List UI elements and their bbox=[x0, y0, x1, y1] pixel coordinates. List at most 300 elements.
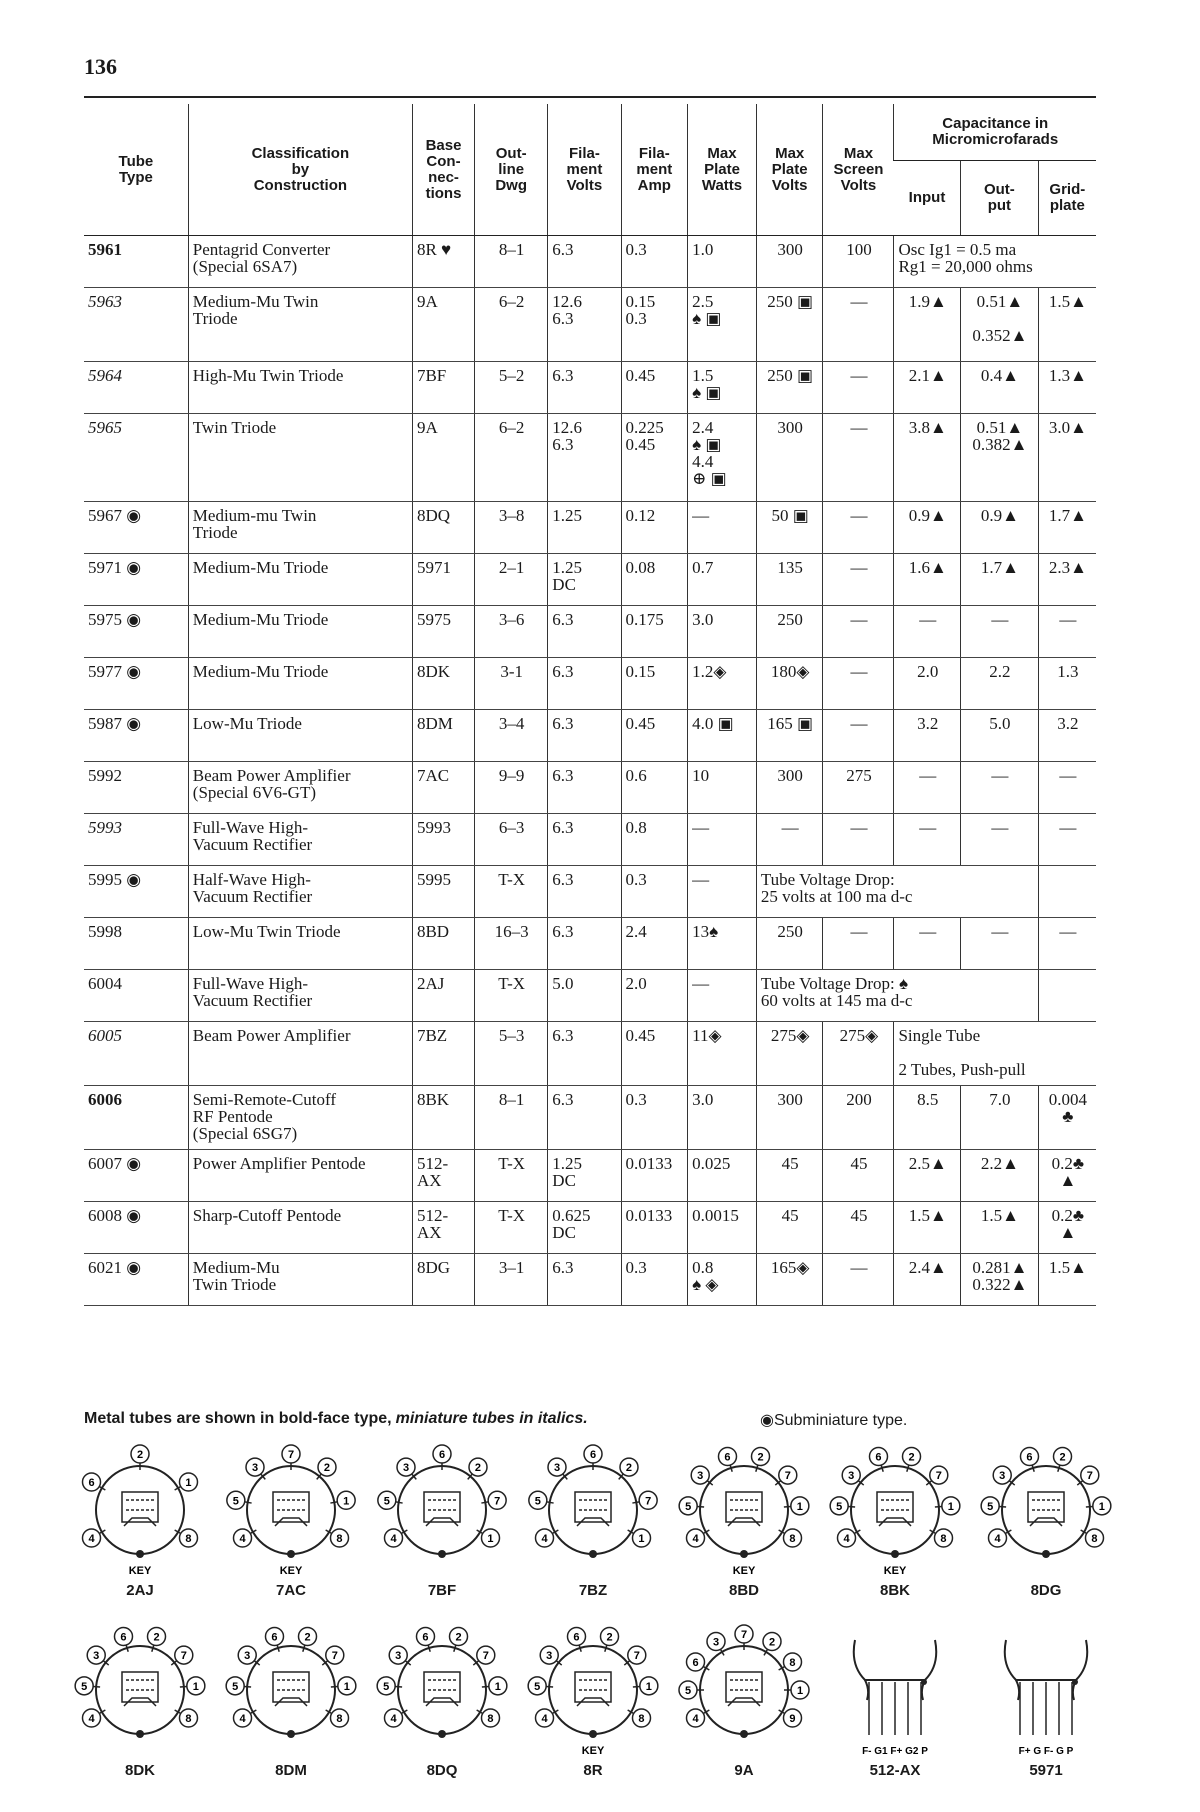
base-diagram-label: 8DM bbox=[275, 1762, 307, 1779]
cell-screen-volts: 200 bbox=[823, 1086, 894, 1150]
cell-tube-type: 6021 ◉ bbox=[84, 1254, 188, 1306]
cell-filament-amp: 0.0133 bbox=[621, 1150, 688, 1202]
cell-cap-output: 0.4▲ bbox=[961, 362, 1039, 414]
pin-number: 1 bbox=[1098, 1500, 1105, 1513]
cell-cap-input: 0.9▲ bbox=[894, 502, 961, 554]
cell-screen-volts: — bbox=[823, 554, 894, 606]
pin-number: 6 bbox=[88, 1477, 95, 1489]
base-diagram bbox=[221, 1620, 361, 1790]
cell-base: 8DM bbox=[412, 710, 474, 762]
pin-number: 1 bbox=[796, 1500, 803, 1513]
base-diagram bbox=[372, 1440, 512, 1610]
base-diagram-drawing bbox=[674, 1440, 814, 1580]
pin-number: 8 bbox=[185, 1533, 192, 1545]
key-marker bbox=[740, 1730, 748, 1738]
cell-filament-volts: 12.6 6.3 bbox=[548, 288, 621, 362]
cell-filament-amp: 0.225 0.45 bbox=[621, 414, 688, 502]
table-row bbox=[84, 918, 1096, 970]
cell-plate-volts: 165 ▣ bbox=[756, 710, 823, 762]
pin-number: 1 bbox=[494, 1680, 501, 1693]
table-row bbox=[84, 288, 1096, 362]
cell-plate-watts: — bbox=[688, 866, 757, 918]
pin-number: 2 bbox=[908, 1451, 915, 1464]
base-outline-circle bbox=[700, 1646, 788, 1734]
cell-filament-amp: 0.3 bbox=[621, 236, 688, 288]
cell-plate-watts: 0.0015 bbox=[688, 1202, 757, 1254]
cell-filament-volts: 6.3 bbox=[548, 866, 621, 918]
cell-plate-watts: — bbox=[688, 814, 757, 866]
cell-outline: 3–1 bbox=[475, 1254, 548, 1306]
header-capacitance: Capacitance in Micromicrofarads bbox=[894, 104, 1096, 161]
cell-filament-amp: 0.175 bbox=[621, 606, 688, 658]
pin-number: 3 bbox=[697, 1470, 704, 1483]
base-outline-circle bbox=[398, 1466, 486, 1554]
cell-screen-volts: — bbox=[823, 918, 894, 970]
table-row bbox=[84, 1022, 1096, 1086]
cell-filament-volts: 5.0 bbox=[548, 970, 621, 1022]
cell-screen-volts: 45 bbox=[823, 1150, 894, 1202]
cell-cap-output: 5.0 bbox=[961, 710, 1039, 762]
cell-plate-watts: 4.0 ▣ bbox=[688, 710, 757, 762]
cell-base: 9A bbox=[412, 288, 474, 362]
cell-filament-volts: 6.3 bbox=[548, 362, 621, 414]
cell-filament-amp: 0.8 bbox=[621, 814, 688, 866]
cell-base: 5995 bbox=[412, 866, 474, 918]
cell-cap-grid-plate: — bbox=[1038, 918, 1096, 970]
pin-number: 7 bbox=[331, 1650, 338, 1663]
cell-cap-output: 2.2▲ bbox=[961, 1150, 1039, 1202]
cell-cap-output: — bbox=[961, 606, 1039, 658]
page-number: 136 bbox=[84, 54, 117, 79]
cell-plate-volts: 250 bbox=[756, 606, 823, 658]
cell-cap-grid-plate: 1.7▲ bbox=[1038, 502, 1096, 554]
base-diagram bbox=[523, 1440, 663, 1610]
cell-outline: 5–2 bbox=[475, 362, 548, 414]
cell-cap-grid-plate: 3.2 bbox=[1038, 710, 1096, 762]
base-diagram bbox=[674, 1620, 814, 1790]
cell-plate-volts: 300 bbox=[756, 1086, 823, 1150]
cell-classification: Beam Power Amplifier bbox=[188, 1022, 412, 1086]
cell-classification: Medium-Mu Twin Triode bbox=[188, 1254, 412, 1306]
table-row bbox=[84, 502, 1096, 554]
pin-number: 2 bbox=[455, 1631, 462, 1644]
cell-cap-output: 1.5▲ bbox=[961, 1202, 1039, 1254]
cell-cap-grid-plate: 3.0▲ bbox=[1038, 414, 1096, 502]
tube-rows bbox=[84, 236, 1096, 1306]
pin-number: 5 bbox=[684, 1685, 692, 1697]
cell-cap-input: 1.5▲ bbox=[894, 1202, 961, 1254]
cell-filament-amp: 0.3 bbox=[621, 1254, 688, 1306]
footnote bbox=[84, 1410, 908, 1429]
cell-cap-input: 2.0 bbox=[894, 658, 961, 710]
cell-classification: Low-Mu Twin Triode bbox=[188, 918, 412, 970]
cell-outline: 2–1 bbox=[475, 554, 548, 606]
cell-filament-volts: 1.25 DC bbox=[548, 1150, 621, 1202]
cell-screen-volts: — bbox=[823, 710, 894, 762]
cell-tube-type: 5977 ◉ bbox=[84, 658, 188, 710]
cell-outline: 16–3 bbox=[475, 918, 548, 970]
cell-cap-output: 7.0 bbox=[961, 1086, 1039, 1150]
cell-cap-grid-plate: 1.3 bbox=[1038, 658, 1096, 710]
pin-number: 3 bbox=[251, 1462, 259, 1475]
tube-bulb-outline bbox=[1005, 1640, 1088, 1680]
cell-cap-input: — bbox=[894, 814, 961, 866]
cell-plate-watts: 1.2◈ bbox=[688, 658, 757, 710]
table-row bbox=[84, 236, 1096, 288]
base-diagram bbox=[825, 1440, 965, 1610]
footnote-miniature: miniature tubes in italics. bbox=[395, 1410, 588, 1427]
cell-plate-watts: 0.025 bbox=[688, 1150, 757, 1202]
cell-cap-input: 3.2 bbox=[894, 710, 961, 762]
cell-base: 7BZ bbox=[412, 1022, 474, 1086]
key-marker bbox=[891, 1550, 899, 1558]
cell-voltage-drop-note: Tube Voltage Drop: 25 volts at 100 ma d-c bbox=[756, 866, 1038, 918]
cell-filament-volts: 6.3 bbox=[548, 658, 621, 710]
cell-filament-amp: 0.15 bbox=[621, 658, 688, 710]
base-diagram bbox=[221, 1440, 361, 1610]
cell-filament-volts: 6.3 bbox=[548, 814, 621, 866]
header-plate-volts: Max Plate Volts bbox=[756, 104, 823, 236]
pin-number: 8 bbox=[789, 1533, 796, 1545]
key-marker bbox=[136, 1730, 144, 1738]
cell-cap-output: — bbox=[961, 918, 1039, 970]
cell-tube-type: 5992 bbox=[84, 762, 188, 814]
cell-base: 2AJ bbox=[412, 970, 474, 1022]
pin-number: 7 bbox=[784, 1470, 791, 1483]
cell-base: 9A bbox=[412, 414, 474, 502]
cell-base: 7AC bbox=[412, 762, 474, 814]
pin-number: 5 bbox=[232, 1495, 239, 1508]
cell-base: 8DQ bbox=[412, 502, 474, 554]
cell-cap-input: 2.4▲ bbox=[894, 1254, 961, 1306]
key-marker bbox=[287, 1550, 295, 1558]
cell-screen-volts: — bbox=[823, 502, 894, 554]
cell-classification: Low-Mu Triode bbox=[188, 710, 412, 762]
cell-screen-volts: — bbox=[823, 814, 894, 866]
cell-plate-watts: — bbox=[688, 970, 757, 1022]
cell-plate-watts: 0.8 ♠ ◈ bbox=[688, 1254, 757, 1306]
cell-plate-volts: — bbox=[756, 814, 823, 866]
pin-number: 5 bbox=[836, 1500, 843, 1513]
pin-number: 6 bbox=[271, 1631, 278, 1644]
pin-number: 5 bbox=[685, 1500, 692, 1513]
cell-screen-volts: 275◈ bbox=[823, 1022, 894, 1086]
pin-number: 4 bbox=[88, 1533, 95, 1545]
header-filament-volts: Fila- ment Volts bbox=[548, 104, 621, 236]
red-dot-marker bbox=[1072, 1679, 1078, 1685]
cell-cap-grid-plate: 0.004 ♣ bbox=[1038, 1086, 1096, 1150]
cell-cap-input: 1.9▲ bbox=[894, 288, 961, 362]
cell-plate-volts: 250 ▣ bbox=[756, 362, 823, 414]
base-diagram-drawing bbox=[976, 1440, 1116, 1580]
cell-outline: 3–4 bbox=[475, 710, 548, 762]
pin-number: 4 bbox=[88, 1713, 95, 1725]
cell-plate-volts: 45 bbox=[756, 1202, 823, 1254]
cell-cap-output: — bbox=[961, 814, 1039, 866]
base-diagram-drawing bbox=[976, 1620, 1116, 1760]
pin-number: 5 bbox=[534, 1495, 541, 1508]
cell-tube-type: 5998 bbox=[84, 918, 188, 970]
cell-cap-output: 1.7▲ bbox=[961, 554, 1039, 606]
cell-plate-volts: 135 bbox=[756, 554, 823, 606]
header-classification: Classification by Construction bbox=[188, 104, 412, 236]
pin-number: 3 bbox=[546, 1650, 553, 1663]
pin-number: 6 bbox=[120, 1631, 127, 1644]
cell-tube-type: 5965 bbox=[84, 414, 188, 502]
cell-tube-type: 5975 ◉ bbox=[84, 606, 188, 658]
cell-filament-volts: 6.3 bbox=[548, 606, 621, 658]
base-diagram-label: 7BZ bbox=[578, 1582, 608, 1599]
key-label: KEY bbox=[128, 1565, 152, 1577]
header-plate-watts: Max Plate Watts bbox=[688, 104, 757, 236]
pin-number: 2 bbox=[304, 1631, 311, 1644]
base-diagram bbox=[976, 1440, 1116, 1610]
cell-plate-watts: 2.5 ♠ ▣ bbox=[688, 288, 757, 362]
base-diagram-label: 8DK bbox=[124, 1762, 155, 1779]
cell-cap-input: — bbox=[894, 762, 961, 814]
cell-tube-type: 5995 ◉ bbox=[84, 866, 188, 918]
cell-cap-output: — bbox=[961, 762, 1039, 814]
cell-outline: T-X bbox=[475, 1202, 548, 1254]
cell-cap-input: 8.5 bbox=[894, 1086, 961, 1150]
header-cap-output: Out- put bbox=[961, 161, 1039, 236]
base-diagram bbox=[372, 1620, 512, 1790]
pin-number: 5 bbox=[383, 1680, 390, 1693]
base-diagram-drawing bbox=[70, 1620, 210, 1760]
pin-number: 7 bbox=[287, 1449, 295, 1461]
pin-number: 6 bbox=[438, 1449, 446, 1461]
pin-number: 4 bbox=[239, 1533, 246, 1545]
table-row bbox=[84, 866, 1096, 918]
cell-plate-volts: 45 bbox=[756, 1150, 823, 1202]
key-marker bbox=[589, 1550, 597, 1558]
cell-plate-watts: 3.0 bbox=[688, 1086, 757, 1150]
base-diagram bbox=[976, 1620, 1116, 1790]
cell-plate-volts: 180◈ bbox=[756, 658, 823, 710]
base-diagram bbox=[70, 1620, 210, 1790]
pin-number: 1 bbox=[487, 1533, 494, 1545]
cell-outline: 6–2 bbox=[475, 288, 548, 362]
cell-filament-amp: 0.45 bbox=[621, 362, 688, 414]
cell-filament-volts: 0.625 DC bbox=[548, 1202, 621, 1254]
cell-plate-watts: 3.0 bbox=[688, 606, 757, 658]
cell-tube-type: 5993 bbox=[84, 814, 188, 866]
base-diagram bbox=[674, 1440, 814, 1610]
pin-number: 6 bbox=[573, 1631, 580, 1644]
cell-filament-volts: 6.3 bbox=[548, 1254, 621, 1306]
cell-base: 512- AX bbox=[412, 1202, 474, 1254]
cell-outline: 6–2 bbox=[475, 414, 548, 502]
pin-number: 7 bbox=[1086, 1470, 1093, 1483]
cell-cap-grid-plate: 1.3▲ bbox=[1038, 362, 1096, 414]
pin-number: 6 bbox=[1026, 1451, 1033, 1464]
cell-cap-input: 3.8▲ bbox=[894, 414, 961, 502]
cell-filament-volts: 6.3 bbox=[548, 918, 621, 970]
base-diagram-drawing bbox=[523, 1440, 663, 1580]
cell-tube-type: 6005 bbox=[84, 1022, 188, 1086]
pin-number: 1 bbox=[343, 1495, 350, 1508]
cell-outline: 3–8 bbox=[475, 502, 548, 554]
pin-number: 4 bbox=[541, 1533, 548, 1545]
cell-plate-watts: 0.7 bbox=[688, 554, 757, 606]
footnote-subminiature: ◉Subminiature type. bbox=[760, 1412, 908, 1429]
cell-filament-volts: 6.3 bbox=[548, 710, 621, 762]
cell-tube-type: 5967 ◉ bbox=[84, 502, 188, 554]
pin-number: 5 bbox=[534, 1680, 541, 1693]
pin-number: 9 bbox=[789, 1713, 796, 1725]
cell-outline: T-X bbox=[475, 866, 548, 918]
table-row bbox=[84, 970, 1096, 1022]
cell-outline: 8–1 bbox=[475, 1086, 548, 1150]
pin-number: 1 bbox=[796, 1685, 804, 1697]
base-outline-circle bbox=[1002, 1466, 1090, 1554]
cell-cap-grid-plate: 1.5▲ bbox=[1038, 288, 1096, 362]
cell-plate-watts: 1.0 bbox=[688, 236, 757, 288]
cell-cap-output: 2.2 bbox=[961, 658, 1039, 710]
base-diagram-label: 7AC bbox=[275, 1582, 306, 1599]
pin-number: 2 bbox=[1059, 1451, 1066, 1464]
pin-number: 1 bbox=[343, 1680, 350, 1693]
cell-cap-grid-plate: 0.2♣ ▲ bbox=[1038, 1202, 1096, 1254]
pin-number: 5 bbox=[81, 1680, 88, 1693]
cell-classification: Full-Wave High- Vacuum Rectifier bbox=[188, 970, 412, 1022]
header-filament-amp: Fila- ment Amp bbox=[621, 104, 688, 236]
cell-classification: Full-Wave High- Vacuum Rectifier bbox=[188, 814, 412, 866]
base-diagram bbox=[523, 1620, 663, 1790]
cell-tube-type: 6008 ◉ bbox=[84, 1202, 188, 1254]
pin-number: 2 bbox=[153, 1631, 160, 1644]
base-diagram-label: 9A bbox=[734, 1762, 754, 1779]
base-outline-circle bbox=[247, 1466, 335, 1554]
pin-number: 3 bbox=[402, 1462, 410, 1475]
cell-screen-volts: — bbox=[823, 414, 894, 502]
pin-number: 3 bbox=[395, 1650, 402, 1663]
pin-number: 1 bbox=[192, 1680, 199, 1693]
cell-cap-grid-plate: 2.3▲ bbox=[1038, 554, 1096, 606]
pin-number: 7 bbox=[740, 1629, 748, 1641]
table-row bbox=[84, 658, 1096, 710]
base-diagram-label: 7BF bbox=[427, 1582, 457, 1599]
cell-classification: Twin Triode bbox=[188, 414, 412, 502]
cell-filament-amp: 2.0 bbox=[621, 970, 688, 1022]
cell-filament-volts: 6.3 bbox=[548, 1022, 621, 1086]
pin-number: 2 bbox=[757, 1451, 764, 1464]
cell-screen-volts: — bbox=[823, 606, 894, 658]
cell-cap-grid-plate: — bbox=[1038, 762, 1096, 814]
pin-number: 7 bbox=[645, 1495, 652, 1508]
base-diagram-label: 8BK bbox=[879, 1582, 910, 1599]
base-diagram-drawing bbox=[372, 1440, 512, 1580]
cell-base: 5993 bbox=[412, 814, 474, 866]
cell-tube-type: 5961 bbox=[84, 236, 188, 288]
base-diagram-drawing bbox=[523, 1620, 663, 1760]
cell-outline: 3-1 bbox=[475, 658, 548, 710]
base-outline-circle bbox=[398, 1646, 486, 1734]
cell-classification: Medium-Mu Twin Triode bbox=[188, 288, 412, 362]
cell-cap-output: 0.281▲ 0.322▲ bbox=[961, 1254, 1039, 1306]
cell-base: 7BF bbox=[412, 362, 474, 414]
cell-cap-output: 0.51▲ 0.382▲ bbox=[961, 414, 1039, 502]
table-row bbox=[84, 362, 1096, 414]
table-row bbox=[84, 1150, 1096, 1202]
base-diagram-label: 8R bbox=[583, 1762, 603, 1779]
pin-number: 3 bbox=[712, 1636, 720, 1649]
base-diagram-drawing bbox=[825, 1440, 965, 1580]
pin-number: 8 bbox=[1091, 1533, 1098, 1545]
cell-classification: Medium-Mu Triode bbox=[188, 606, 412, 658]
cell-base: 8DG bbox=[412, 1254, 474, 1306]
cell-filament-volts: 6.3 bbox=[548, 1086, 621, 1150]
key-marker bbox=[589, 1730, 597, 1738]
cell-outline: 6–3 bbox=[475, 814, 548, 866]
base-outline-circle bbox=[96, 1646, 184, 1734]
base-diagram-label: 2AJ bbox=[126, 1582, 154, 1599]
footnote-metal: Metal tubes are shown in bold-face type, bbox=[84, 1410, 392, 1427]
base-diagram-drawing bbox=[372, 1620, 512, 1760]
base-diagrams bbox=[70, 1440, 1130, 1800]
cell-cap-grid-plate bbox=[1038, 866, 1096, 918]
cell-classification: Sharp-Cutoff Pentode bbox=[188, 1202, 412, 1254]
red-dot-marker bbox=[921, 1679, 927, 1685]
base-diagram-label: 512-AX bbox=[869, 1762, 921, 1779]
cell-plate-volts: 300 bbox=[756, 236, 823, 288]
cell-filament-amp: 0.45 bbox=[621, 710, 688, 762]
cell-base: 8DK bbox=[412, 658, 474, 710]
pin-number: 3 bbox=[93, 1650, 100, 1663]
base-diagram-drawing bbox=[674, 1620, 814, 1760]
cell-screen-volts: 100 bbox=[823, 236, 894, 288]
cell-classification: Power Amplifier Pentode bbox=[188, 1150, 412, 1202]
cell-base: 8BD bbox=[412, 918, 474, 970]
cell-base: 5975 bbox=[412, 606, 474, 658]
pin-number: 4 bbox=[843, 1533, 850, 1545]
pin-number: 1 bbox=[947, 1500, 954, 1513]
cell-outline: 9–9 bbox=[475, 762, 548, 814]
key-label: KEY bbox=[279, 1565, 303, 1577]
cell-voltage-drop-note: Tube Voltage Drop: ♠ 60 volts at 145 ma d-c bbox=[756, 970, 1038, 1022]
key-marker bbox=[740, 1550, 748, 1558]
pin-number: 5 bbox=[383, 1495, 390, 1508]
cell-outline: T-X bbox=[475, 970, 548, 1022]
cell-cap-input: 1.6▲ bbox=[894, 554, 961, 606]
pin-number: 4 bbox=[692, 1533, 699, 1545]
base-outline-circle bbox=[96, 1466, 184, 1554]
pin-number: 3 bbox=[244, 1650, 251, 1663]
cell-outline: 3–6 bbox=[475, 606, 548, 658]
cell-outline: 8–1 bbox=[475, 236, 548, 288]
cell-capacitance-note: Single Tube 2 Tubes, Push-pull bbox=[894, 1022, 1096, 1086]
pin-number: 8 bbox=[336, 1713, 343, 1725]
table-row bbox=[84, 1254, 1096, 1306]
cell-classification: Semi-Remote-Cutoff RF Pentode (Special 6SG7) bbox=[188, 1086, 412, 1150]
cell-screen-volts: 45 bbox=[823, 1202, 894, 1254]
cell-cap-grid-plate: 0.2♣ ▲ bbox=[1038, 1150, 1096, 1202]
pin-number: 3 bbox=[999, 1470, 1006, 1483]
key-label: KEY bbox=[581, 1745, 605, 1757]
base-diagram-drawing bbox=[825, 1620, 965, 1760]
cell-plate-volts: 300 bbox=[756, 762, 823, 814]
base-diagram-drawing bbox=[70, 1440, 210, 1580]
header-tube-type: Tube Type bbox=[84, 104, 188, 236]
base-diagram-label: 8DQ bbox=[426, 1762, 458, 1779]
cell-screen-volts: — bbox=[823, 362, 894, 414]
cell-tube-type: 5971 ◉ bbox=[84, 554, 188, 606]
header-base: Base Con- nec- tions bbox=[412, 104, 474, 236]
cell-cap-output: 0.51▲ 0.352▲ bbox=[961, 288, 1039, 362]
base-outline-circle bbox=[549, 1466, 637, 1554]
cell-filament-volts: 1.25 bbox=[548, 502, 621, 554]
tube-specs-table bbox=[84, 104, 1096, 1306]
